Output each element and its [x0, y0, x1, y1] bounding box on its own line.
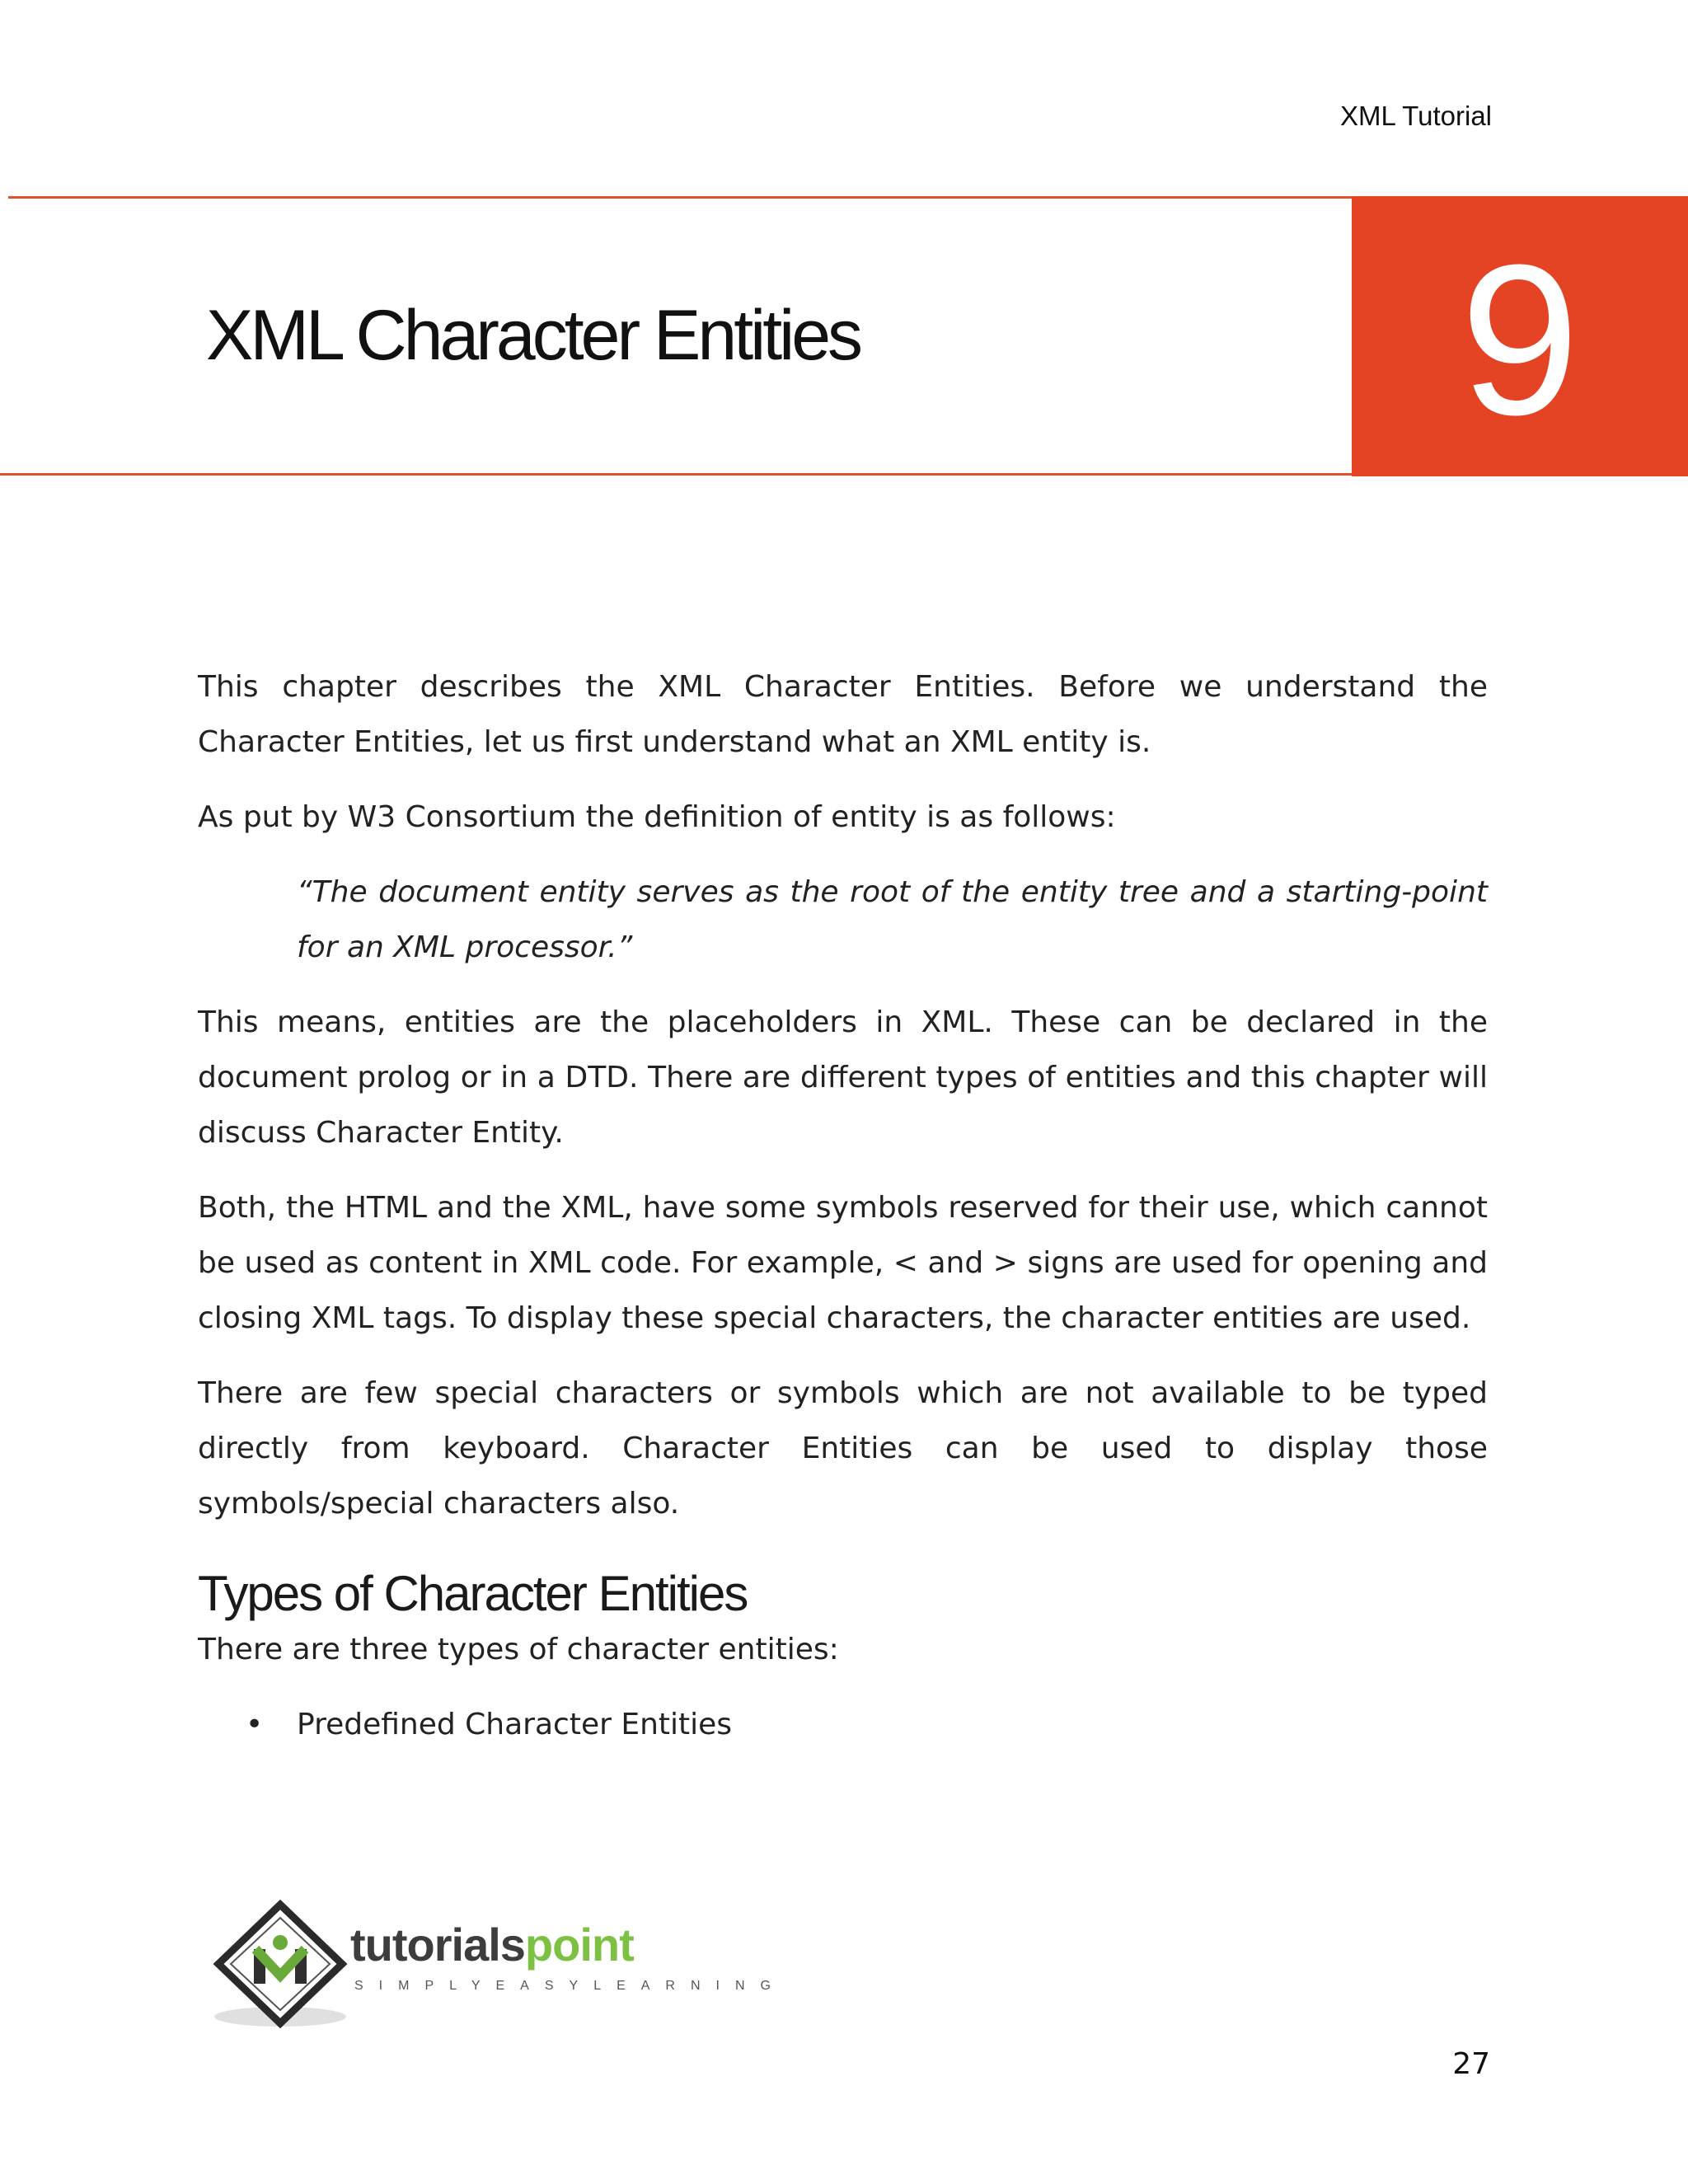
paragraph: There are few special characters or symbols which are not available to be typed directly from keyboard. Character Entities can be used to display those symbols/special characters also.: [198, 1376, 1488, 1521]
logo-diamond-icon: [206, 1900, 354, 2032]
page-number: 27: [1452, 2047, 1490, 2081]
running-header: XML Tutorial: [1339, 101, 1492, 131]
chapter-number-box: [1352, 196, 1688, 476]
chapter-band: [0, 196, 1688, 476]
chapter-rule-top: [8, 196, 1352, 199]
tutorialspoint-logo: [206, 1900, 786, 2032]
logo-wordmark: tutorialspoint: [350, 1919, 634, 1971]
chapter-title: XML Character Entities: [206, 296, 860, 375]
chapter-number: 9: [1460, 221, 1580, 460]
entity-types-list: [198, 1697, 1488, 1752]
section-intro: There are three types of character entities:: [198, 1633, 839, 1666]
chapter-rule-bottom: [0, 473, 1352, 476]
page-content: [198, 659, 1488, 1752]
paragraph: This means, entities are the placeholders in XML. These can be declared in the document prolog or in a DTD. There are different types of entities and this chapter will discuss Character Entity.: [198, 1005, 1488, 1150]
list-item: [198, 1697, 1488, 1752]
paragraph: As put by W3 Consortium the definition of entity is as follows:: [198, 800, 1116, 834]
definition-quote: “The document entity serves as the root of the entity tree and a starting-point for an XML processor.”: [297, 875, 1488, 964]
paragraph: This chapter describes the XML Character Entities. Before we understand the Character Entities, let us first understand what an XML entity is.: [198, 670, 1488, 759]
section-heading: Types of Character Entities: [198, 1566, 748, 1621]
list-item-label: Predefined Character Entities: [297, 1708, 733, 1741]
logo-tagline: SIMPLYEASYLEARNING: [354, 1979, 786, 1993]
bullet-icon: •: [246, 1708, 264, 1741]
paragraph: Both, the HTML and the XML, have some symbols reserved for their use, which cannot be used as content in XML code. For example, < and > signs are used for opening and closing XML tags. To display these special characters, the character entities are used.: [198, 1191, 1488, 1335]
